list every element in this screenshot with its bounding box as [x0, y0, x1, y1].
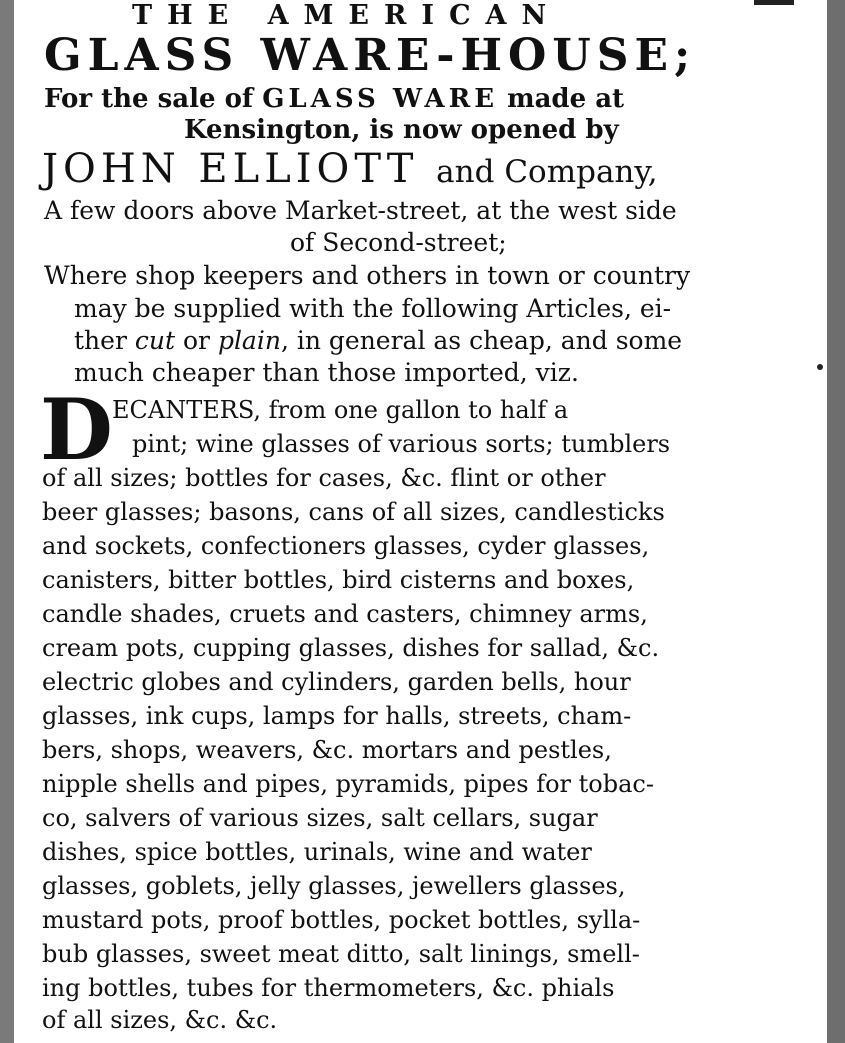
body-line: cream pots, cupping glasses, dishes for sallad, &c.: [42, 634, 660, 662]
intro-line-3: [74, 328, 682, 353]
company-text: and Company,: [436, 154, 658, 190]
body-line: candle shades, cruets and casters, chimney arms,: [42, 600, 648, 628]
body-line: co, salvers of various sizes, salt cellars, sugar: [42, 804, 598, 832]
address-line-2: of Second-street;: [290, 228, 507, 257]
newspaper-clipping: [14, 0, 827, 1043]
scan-border: [827, 0, 845, 1043]
header-sale-line: [44, 86, 624, 112]
header-location-line: Kensington, is now opened by: [184, 115, 619, 145]
intro-line-2: may be supplied with the following Articles, ei-: [74, 294, 672, 323]
body-line: of all sizes, &c. &c.: [42, 1006, 278, 1034]
body-line: electric globes and cylinders, garden bells, hour: [42, 668, 631, 696]
intro-cut-italic: cut: [134, 326, 176, 355]
body-line: canisters, bitter bottles, bird cisterns and boxes,: [42, 566, 635, 594]
body-line: nipple shells and pipes, pyramids, pipes for tobac-: [42, 770, 654, 798]
body-line: bub glasses, sweet meat ditto, salt linings, smell-: [42, 940, 640, 968]
body-line: mustard pots, proof bottles, pocket bottles, sylla-: [42, 906, 641, 934]
ink-dot: [817, 364, 823, 370]
header-the-american: THE AMERICAN: [132, 0, 562, 31]
header-title: GLASS WARE-HOUSE;: [44, 30, 697, 81]
body-line: glasses, goblets, jelly glasses, jewellers glasses,: [42, 872, 626, 900]
intro-text-c: , in general as cheap, and some: [280, 326, 683, 355]
body-line: beer glasses; basons, cans of all sizes, candlesticks: [42, 498, 665, 526]
body-line: pint; wine glasses of various sorts; tumblers: [132, 430, 671, 458]
body-line: dishes, spice bottles, urinals, wine and water: [42, 838, 592, 866]
body-line: ing bottles, tubes for thermometers, &c. phials: [42, 974, 615, 1002]
intro-text-b: or: [182, 326, 210, 355]
drop-cap-letter: D: [40, 380, 113, 479]
body-line: glasses, ink cups, lamps for halls, streets, cham-: [42, 702, 632, 730]
body-line: of all sizes; bottles for cases, &c. flint or other: [42, 464, 606, 492]
intro-plain-italic: plain: [217, 326, 281, 355]
sale-suffix: made at: [507, 84, 625, 114]
sale-prefix: For the sale of: [44, 84, 254, 114]
body-line: and sockets, confectioners glasses, cyder glasses,: [42, 532, 650, 560]
header-proprietor-line: [42, 146, 658, 192]
body-line: bers, shops, weavers, &c. mortars and pestles,: [42, 736, 612, 764]
sale-caps: GLASS WARE: [262, 84, 499, 114]
ink-smudge: [754, 0, 794, 5]
intro-line-1: Where shop keepers and others in town or country: [44, 261, 691, 290]
intro-text-a: ther: [74, 326, 127, 355]
body-line: ECANTERS, from one gallon to half a: [112, 396, 569, 424]
intro-line-4: much cheaper than those imported, viz.: [74, 358, 579, 387]
proprietor-name: JOHN ELLIOTT: [42, 146, 419, 192]
address-line-1: A few doors above Market-street, at the west side: [44, 196, 677, 225]
